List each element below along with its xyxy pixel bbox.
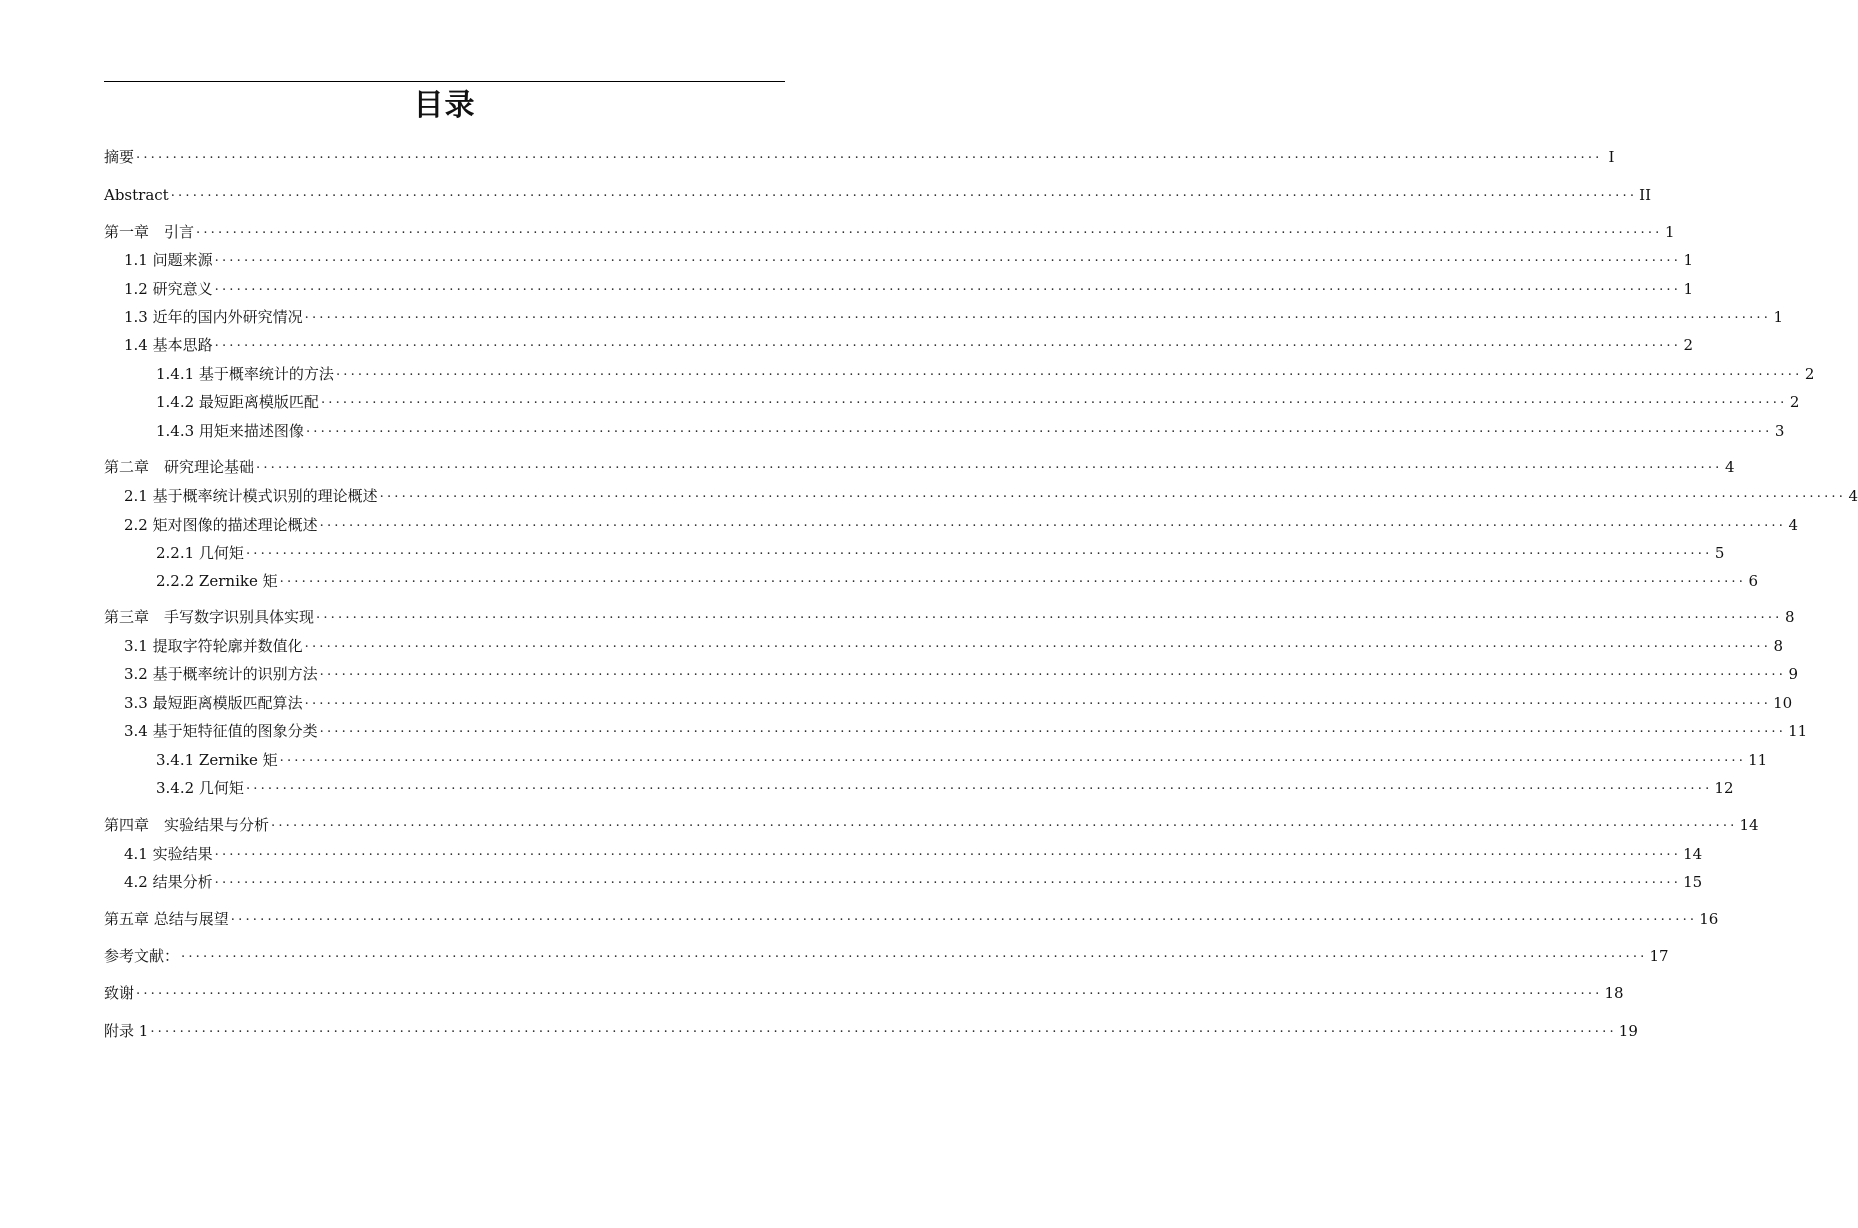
toc-entry[interactable] xyxy=(104,748,1768,770)
toc-leader-dots: ........................................................................................................................................................................................................ xyxy=(181,946,1648,961)
toc-entry[interactable] xyxy=(104,455,1735,477)
toc-leader-dots: ........................................................................................................................................................................................................ xyxy=(379,486,1847,501)
toc-entry-page-number: 11 xyxy=(1788,722,1808,740)
toc-entry-label: 1.4.3 用矩来描述图像 xyxy=(156,422,304,440)
toc-entry-label: 2.2.1 几何矩 xyxy=(156,544,244,562)
toc-leader-dots: ........................................................................................................................................................................................................ xyxy=(335,364,1803,379)
toc-entry[interactable] xyxy=(104,145,1615,167)
toc-leader-dots: ........................................................................................................................................................................................................ xyxy=(256,457,1723,472)
toc-entry[interactable] xyxy=(104,305,1784,327)
toc-entry[interactable] xyxy=(104,691,1793,713)
toc-entry[interactable] xyxy=(104,776,1734,798)
toc-leader-dots: ........................................................................................................................................................................................................ xyxy=(136,983,1603,998)
toc-leader-dots: ........................................................................................................................................................................................................ xyxy=(214,872,1682,887)
toc-entry-label: 3.4 基于矩特征值的图象分类 xyxy=(124,722,318,740)
toc-entry-label: 3.4.1 Zernike 矩 xyxy=(156,751,278,769)
toc-entry-label: 1.1 问题来源 xyxy=(124,251,213,269)
toc-entry-page-number: 1 xyxy=(1773,308,1784,326)
toc-entry-label: 4.1 实验结果 xyxy=(124,845,213,863)
toc-entry-page-number: 15 xyxy=(1683,873,1703,891)
toc-leader-dots: ........................................................................................................................................................................................................ xyxy=(279,750,1747,765)
toc-entry-label: 第四章 实验结果与分析 xyxy=(104,816,270,834)
toc-entry-label: Abstract xyxy=(104,186,169,204)
page-title: 目录 xyxy=(413,88,476,123)
toc-entry[interactable] xyxy=(104,981,1624,1003)
toc-entry[interactable] xyxy=(104,333,1694,355)
header-rule xyxy=(104,81,785,82)
toc-entry[interactable] xyxy=(104,634,1784,656)
toc-leader-dots: ........................................................................................................................................................................................................ xyxy=(214,844,1682,859)
toc-entry[interactable] xyxy=(104,513,1799,535)
toc-leader-dots: ........................................................................................................................................................................................................ xyxy=(214,250,1682,265)
toc-entry-label: 2.2 矩对图像的描述理论概述 xyxy=(124,516,318,534)
toc-entry-page-number: 1 xyxy=(1683,251,1694,269)
toc-entry[interactable] xyxy=(104,719,1808,741)
toc-entry-page-number: 8 xyxy=(1773,637,1784,655)
toc-entry-page-number: 17 xyxy=(1649,947,1669,965)
toc-entry[interactable] xyxy=(104,605,1795,627)
toc-entry-page-number: 19 xyxy=(1618,1022,1638,1040)
toc-entry-label: 3.4.2 几何矩 xyxy=(156,779,244,797)
toc-entry-label: 1.2 研究意义 xyxy=(124,280,213,298)
toc-entry[interactable] xyxy=(104,419,1785,441)
toc-entry[interactable] xyxy=(104,1019,1638,1041)
toc-entry-page-number: 16 xyxy=(1699,910,1719,928)
toc-leader-dots: ........................................................................................................................................................................................................ xyxy=(245,543,1713,558)
toc-entry-page-number: 2 xyxy=(1683,336,1694,354)
toc-entry[interactable] xyxy=(104,944,1669,966)
toc-entry-label: 1.4.1 基于概率统计的方法 xyxy=(156,365,334,383)
toc-entry-label: 2.2.2 Zernike 矩 xyxy=(156,572,278,590)
toc-entry[interactable] xyxy=(104,484,1858,506)
toc-entry-label: 致谢 xyxy=(104,984,135,1002)
toc-entry-page-number: II xyxy=(1639,186,1652,204)
toc-entry-label: 3.2 基于概率统计的识别方法 xyxy=(124,665,318,683)
toc-entry[interactable] xyxy=(104,541,1725,563)
toc-leader-dots: ........................................................................................................................................................................................................ xyxy=(305,421,1773,436)
toc-leader-dots: ........................................................................................................................................................................................................ xyxy=(304,693,1772,708)
toc-entry[interactable] xyxy=(104,277,1694,299)
toc-entry-label: 第二章 研究理论基础 xyxy=(104,458,255,476)
toc-entry-label: 2.1 基于概率统计模式识别的理论概述 xyxy=(124,487,378,505)
toc-leader-dots: ........................................................................................................................................................................................................ xyxy=(316,607,1783,622)
toc-entry-label: 1.3 近年的国内外研究情况 xyxy=(124,308,303,326)
toc-entry-page-number: 8 xyxy=(1784,608,1795,626)
toc-entry-page-number: 4 xyxy=(1788,516,1799,534)
toc-entry[interactable] xyxy=(104,183,1652,205)
toc-entry[interactable] xyxy=(104,842,1703,864)
toc-leader-dots: ........................................................................................................................................................................................................ xyxy=(230,909,1698,924)
toc-leader-dots: ........................................................................................................................................................................................................ xyxy=(214,335,1682,350)
toc-entry-page-number: 5 xyxy=(1714,544,1725,562)
toc-leader-dots: ........................................................................................................................................................................................................ xyxy=(136,147,1603,162)
toc-entry-label: 3.1 提取字符轮廓并数值化 xyxy=(124,637,303,655)
toc-leader-dots: ........................................................................................................................................................................................................ xyxy=(245,778,1713,793)
toc-leader-dots: ........................................................................................................................................................................................................ xyxy=(271,815,1738,830)
toc-leader-dots: ........................................................................................................................................................................................................ xyxy=(320,392,1788,407)
toc-entry-page-number: 4 xyxy=(1848,487,1858,505)
toc-leader-dots: ........................................................................................................................................................................................................ xyxy=(304,636,1772,651)
toc-entry-label: 第一章 引言 xyxy=(104,223,195,241)
toc-entry-page-number: 2 xyxy=(1789,393,1800,411)
toc-entry[interactable] xyxy=(104,569,1759,591)
toc-leader-dots: ........................................................................................................................................................................................................ xyxy=(214,279,1682,294)
toc-entry-label: 第三章 手写数字识别具体实现 xyxy=(104,608,315,626)
toc-entry[interactable] xyxy=(104,362,1815,384)
toc-leader-dots: ........................................................................................................................................................................................................ xyxy=(319,515,1787,530)
toc-entry-page-number: 18 xyxy=(1604,984,1624,1002)
toc-entry[interactable] xyxy=(104,248,1694,270)
toc-entry-page-number: 1 xyxy=(1683,280,1694,298)
toc-entry-label: 附录 1 xyxy=(104,1022,149,1040)
toc-entry-label: 3.3 最短距离模版匹配算法 xyxy=(124,694,303,712)
toc-entry-page-number: 14 xyxy=(1739,816,1759,834)
toc-entry[interactable] xyxy=(104,390,1800,412)
toc-leader-dots: ........................................................................................................................................................................................................ xyxy=(319,721,1787,736)
toc-entry-page-number: 1 xyxy=(1664,223,1675,241)
toc-entry-page-number: 3 xyxy=(1774,422,1785,440)
toc-entry-page-number: I xyxy=(1608,148,1615,166)
toc-entry[interactable] xyxy=(104,813,1759,835)
toc-entry-label: 1.4.2 最短距离模版匹配 xyxy=(156,393,319,411)
toc-entry-label: 摘要 xyxy=(104,148,135,166)
toc-entry-page-number: 9 xyxy=(1788,665,1799,683)
toc-entry-page-number: 11 xyxy=(1748,751,1768,769)
toc-entry-label: 1.4 基本思路 xyxy=(124,336,213,354)
toc-leader-dots: ........................................................................................................................................................................................................ xyxy=(196,222,1663,237)
toc-entry-page-number: 6 xyxy=(1748,572,1759,590)
toc-entry-label: 参考文献： xyxy=(104,947,180,965)
toc-leader-dots: ........................................................................................................................................................................................................ xyxy=(319,664,1787,679)
toc-entry-page-number: 2 xyxy=(1804,365,1815,383)
toc-leader-dots: ........................................................................................................................................................................................................ xyxy=(170,185,1638,200)
toc-entry[interactable] xyxy=(104,662,1799,684)
toc-entry-page-number: 14 xyxy=(1683,845,1703,863)
toc-entry-label: 第五章 总结与展望 xyxy=(104,910,229,928)
toc-entry-label: 4.2 结果分析 xyxy=(124,873,213,891)
toc-leader-dots: ........................................................................................................................................................................................................ xyxy=(279,571,1747,586)
toc-leader-dots: ........................................................................................................................................................................................................ xyxy=(304,307,1772,322)
toc-entry[interactable] xyxy=(104,870,1703,892)
toc-entry-page-number: 10 xyxy=(1773,694,1793,712)
toc-leader-dots: ........................................................................................................................................................................................................ xyxy=(150,1021,1617,1036)
toc-entry-page-number: 12 xyxy=(1714,779,1734,797)
toc-entry[interactable] xyxy=(104,907,1719,929)
toc-entry-page-number: 4 xyxy=(1724,458,1735,476)
toc-entry[interactable] xyxy=(104,220,1675,242)
